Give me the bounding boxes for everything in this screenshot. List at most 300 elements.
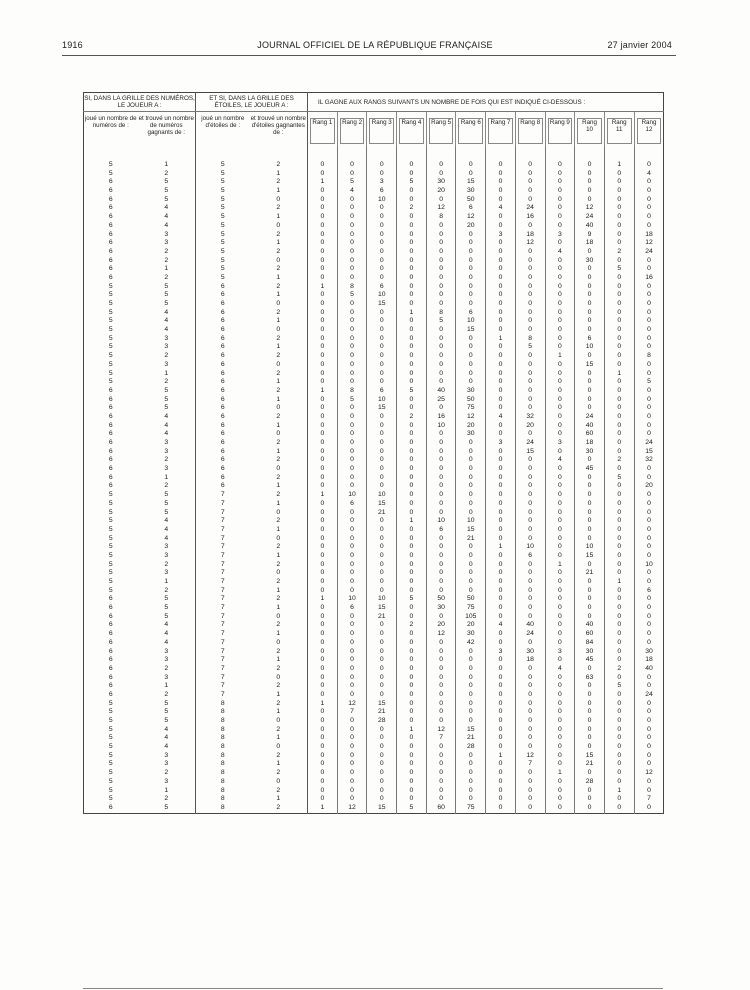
table-cell: 0 [515,274,545,283]
table-cell: 0 [634,222,664,231]
table-cell: 0 [575,474,605,483]
table-cell: 0 [337,370,367,379]
table-cell: 0 [634,804,664,813]
table-cell: 6 [108,187,113,195]
table-cell: 2 [604,665,634,674]
rang-header-9: Rang 9 [545,112,575,148]
table-cell: 0 [486,517,516,526]
table-row [84,257,664,266]
table-cell: 18 [634,231,664,240]
table-cell: 0 [515,535,545,544]
table-cell: 7 [337,708,367,717]
table-cell: 5 [138,187,196,196]
table-cell: 0 [515,404,545,413]
table-cell: 0 [545,222,575,231]
table-cell: 0 [337,482,367,491]
table-cell: 0 [515,222,545,231]
table-cell: 4 [138,413,196,422]
table-cell: 0 [367,326,397,335]
table-cell: 12 [634,239,664,248]
table-cell: 0 [634,283,664,292]
table-cell: 0 [308,665,338,674]
table-cell: 5 [397,387,427,396]
table-cell: 0 [575,700,605,709]
table-cell: 21 [367,509,397,518]
table-cell: 0 [515,708,545,717]
table-cell: 15 [575,361,605,370]
table-cell: 24 [515,630,545,639]
table-cell: 0 [515,743,545,752]
table-cell: 6 [108,690,113,698]
table-cell: 4 [138,726,196,735]
publication-date: 27 janvier 2004 [607,40,672,50]
table-cell: 6 [108,682,113,690]
table-cell: 0 [575,378,605,387]
table-cell: 0 [397,569,427,578]
table-cell: 32 [634,456,664,465]
gains-table [83,92,664,814]
table-cell: 0 [545,708,575,717]
table-cell: 1 [308,595,338,604]
table-cell: 0 [337,760,367,769]
table-cell: 0 [308,187,338,196]
table-cell: 0 [456,231,486,240]
table-cell: 0 [337,648,367,657]
table-cell: 0 [337,630,367,639]
table-cell: 30 [575,648,605,657]
table-cell: 0 [575,787,605,796]
table-cell: 0 [545,147,575,170]
table-row [84,561,664,570]
table-row [84,526,664,535]
table-cell: 15 [456,526,486,535]
table-cell: 5 [108,369,113,377]
table-cell: 4 [138,734,196,743]
table-cell: 0 [426,170,456,179]
table-cell: 0 [397,422,427,431]
table-cell: 0 [575,682,605,691]
table-cell: 15 [367,500,397,509]
table-cell: 0 [456,352,486,361]
table-cell: 0 [545,413,575,422]
table-cell: 0 [308,196,338,205]
table-cell: 1 [486,752,516,761]
table-cell: 0 [604,752,634,761]
table-cell: 2 [250,726,308,735]
table-cell: 0 [486,170,516,179]
table-body [84,147,664,813]
table-cell: 0 [308,717,338,726]
table-cell: 0 [367,760,397,769]
table-cell: 0 [337,691,367,700]
table-cell: 0 [426,343,456,352]
table-cell: 6 [220,343,225,351]
table-cell: 0 [545,569,575,578]
table-cell: 0 [337,674,367,683]
table-cell: 6 [108,221,113,229]
table-cell: 0 [604,213,634,222]
table-row [84,213,664,222]
table-cell: 0 [486,178,516,187]
table-cell: 0 [486,734,516,743]
table-cell: 7 [220,673,225,681]
table-cell: 0 [308,708,338,717]
table-cell: 0 [337,361,367,370]
table-cell: 0 [545,578,575,587]
table-cell: 0 [456,291,486,300]
table-cell: 0 [397,317,427,326]
table-cell: 2 [250,543,308,552]
table-cell: 0 [397,787,427,796]
table-cell: 3 [138,361,196,370]
table-cell: 0 [397,639,427,648]
table-cell: 50 [456,595,486,604]
table-cell: 0 [337,213,367,222]
table-cell: 0 [575,387,605,396]
table-cell: 0 [515,491,545,500]
table-cell: 8 [515,335,545,344]
sub-header-etoiles-jouees: joué un nombre d'étoiles de : [201,115,245,129]
table-cell: 0 [397,795,427,804]
table-cell: 0 [456,691,486,700]
table-cell: 0 [604,769,634,778]
table-cell: 0 [486,787,516,796]
table-cell: 0 [250,509,308,518]
table-cell: 0 [426,509,456,518]
table-cell: 6 [220,352,225,360]
table-cell: 0 [397,552,427,561]
table-cell: 2 [250,517,308,526]
table-cell: 0 [604,526,634,535]
table-cell: 6 [108,412,113,420]
table-cell: 0 [426,239,456,248]
table-cell: 3 [367,178,397,187]
table-cell: 0 [397,708,427,717]
table-cell: 0 [426,700,456,709]
table-cell: 3 [138,239,196,248]
table-cell: 0 [604,630,634,639]
table-cell: 0 [367,517,397,526]
table-cell: 0 [486,613,516,622]
table-cell: 0 [604,535,634,544]
table-cell: 0 [397,648,427,657]
table-cell: 4 [138,621,196,630]
table-cell: 2 [250,309,308,318]
table-cell: 1 [250,526,308,535]
table-cell: 5 [108,760,113,768]
group-header-numeros: SI, DANS LA GRILLE DES NUMÉROS, LE JOUEUR A : [84,93,196,112]
table-cell: 10 [367,396,397,405]
table-cell: 0 [575,456,605,465]
table-cell: 0 [604,500,634,509]
table-cell: 5 [108,717,113,724]
table-cell: 0 [545,535,575,544]
rang-header-10: Rang 10 [575,112,605,148]
table-cell: 6 [575,335,605,344]
table-cell: 0 [337,752,367,761]
table-cell: 0 [397,769,427,778]
table-cell: 0 [426,274,456,283]
table-cell: 2 [250,648,308,657]
table-cell: 0 [634,569,664,578]
table-cell: 0 [575,317,605,326]
table-cell: 0 [604,204,634,213]
table-cell: 2 [250,439,308,448]
table-cell: 5 [108,586,113,594]
table-cell: 18 [515,231,545,240]
table-cell: 15 [515,448,545,457]
table-cell: 1 [250,587,308,596]
table-cell: 0 [337,404,367,413]
table-cell: 5 [138,613,196,622]
table-cell: 0 [575,691,605,700]
table-cell: 1 [250,239,308,248]
table-cell: 0 [337,787,367,796]
table-cell: 0 [367,317,397,326]
table-cell: 1 [397,309,427,318]
table-cell: 3 [138,778,196,787]
table-cell: 0 [515,326,545,335]
table-cell: 6 [108,195,113,203]
table-cell: 0 [486,147,516,170]
table-cell: 0 [634,326,664,335]
table-cell: 0 [308,170,338,179]
table-cell: 0 [545,621,575,630]
table-cell: 0 [515,248,545,257]
table-cell: 0 [426,682,456,691]
table-cell: 0 [426,656,456,665]
table-cell: 0 [367,778,397,787]
table-cell: 5 [108,708,113,716]
table-cell: 0 [397,691,427,700]
table-cell: 10 [634,561,664,570]
table-cell: 0 [456,283,486,292]
table-row [84,187,664,196]
table-cell: 0 [426,613,456,622]
table-cell: 0 [515,170,545,179]
table-row [84,517,664,526]
table-cell: 2 [138,795,196,804]
table-cell: 0 [515,587,545,596]
table-cell: 5 [108,734,113,742]
table-cell: 0 [545,204,575,213]
table-cell: 0 [426,778,456,787]
table-cell: 0 [456,456,486,465]
table-cell: 3 [486,648,516,657]
table-cell: 6 [108,673,113,681]
table-cell: 1 [250,448,308,457]
table-cell: 40 [575,422,605,431]
table-cell: 5 [108,291,113,299]
table-cell: 1 [250,187,308,196]
table-cell: 0 [367,430,397,439]
table-cell: 0 [308,726,338,735]
table-cell: 0 [397,448,427,457]
table-cell: 10 [426,422,456,431]
table-cell: 0 [604,656,634,665]
table-cell: 2 [397,204,427,213]
table-cell: 0 [426,708,456,717]
table-cell: 6 [108,230,113,238]
table-cell: 0 [515,795,545,804]
table-cell: 10 [367,595,397,604]
table-cell: 7 [220,656,225,664]
table-cell: 7 [220,491,225,499]
table-cell: 0 [545,587,575,596]
table-cell: 30 [575,257,605,266]
table-cell: 5 [138,717,196,726]
table-cell: 7 [220,543,225,551]
table-cell: 6 [108,638,113,646]
table-cell: 30 [426,604,456,613]
table-cell: 0 [426,378,456,387]
table-cell: 0 [604,231,634,240]
table-cell: 7 [220,551,225,559]
table-cell: 6 [108,621,113,629]
table-cell: 1 [138,474,196,483]
table-cell: 0 [634,787,664,796]
table-cell: 5 [108,169,113,177]
table-cell: 0 [515,787,545,796]
bottom-rule [83,988,663,989]
table-cell: 4 [634,170,664,179]
table-cell: 0 [337,778,367,787]
table-row [84,317,664,326]
table-cell: 0 [486,760,516,769]
table-cell: 0 [545,422,575,431]
table-cell: 0 [308,543,338,552]
table-cell: 2 [250,370,308,379]
table-cell: 0 [367,639,397,648]
table-cell: 2 [138,248,196,257]
table-header [84,93,664,148]
table-cell: 0 [545,760,575,769]
table-row [84,552,664,561]
table-cell: 0 [575,769,605,778]
table-cell: 0 [634,708,664,717]
table-cell: 0 [634,147,664,170]
table-cell: 0 [515,595,545,604]
table-cell: 0 [634,674,664,683]
table-cell: 0 [486,682,516,691]
table-cell: 0 [250,743,308,752]
table-cell: 30 [456,387,486,396]
table-cell: 0 [337,413,367,422]
table-cell: 0 [515,456,545,465]
table-cell: 6 [220,308,225,316]
table-cell: 25 [426,396,456,405]
table-cell: 0 [308,587,338,596]
table-cell: 6 [108,273,113,281]
table-cell: 0 [604,448,634,457]
table-cell: 0 [515,147,545,170]
table-cell: 21 [575,760,605,769]
table-cell: 0 [575,500,605,509]
table-cell: 0 [456,700,486,709]
table-cell: 0 [367,552,397,561]
table-cell: 1 [308,387,338,396]
table-cell: 0 [545,465,575,474]
table-cell: 5 [108,517,113,525]
table-cell: 10 [426,517,456,526]
table-cell: 0 [397,274,427,283]
table-cell: 1 [545,561,575,570]
table-cell: 7 [220,517,225,525]
table-cell: 3 [138,648,196,657]
table-cell: 1 [250,630,308,639]
table-cell: 0 [604,170,634,179]
table-cell: 0 [367,621,397,630]
table-cell: 7 [220,534,225,542]
table-cell: 7 [220,647,225,655]
table-cell: 0 [337,509,367,518]
table-cell: 1 [138,265,196,274]
table-cell: 2 [250,147,308,170]
table-cell: 0 [486,535,516,544]
table-cell: 1 [604,578,634,587]
table-cell: 0 [367,769,397,778]
table-cell: 0 [515,257,545,266]
table-cell: 0 [367,204,397,213]
table-cell: 0 [397,465,427,474]
table-row [84,500,664,509]
table-cell: 0 [515,700,545,709]
table-cell: 0 [426,578,456,587]
table-cell: 5 [220,204,225,212]
table-cell: 0 [456,778,486,787]
table-cell: 0 [545,656,575,665]
table-cell: 0 [426,691,456,700]
table-cell: 0 [604,604,634,613]
table-cell: 0 [426,665,456,674]
table-cell: 0 [397,604,427,613]
table-cell: 0 [397,674,427,683]
table-cell: 0 [397,734,427,743]
table-cell: 5 [138,291,196,300]
table-cell: 2 [250,752,308,761]
table-cell: 0 [308,517,338,526]
table-cell: 0 [308,335,338,344]
table-cell: 5 [108,300,113,307]
table-cell: 5 [108,534,113,542]
table-cell: 1 [308,804,338,813]
table-cell: 0 [308,343,338,352]
table-cell: 0 [634,743,664,752]
table-cell: 0 [545,682,575,691]
table-cell: 0 [486,674,516,683]
table-cell: 0 [604,309,634,318]
table-row [84,621,664,630]
table-cell: 1 [604,787,634,796]
table-row [84,196,664,205]
table-cell: 0 [397,248,427,257]
table-cell: 0 [337,448,367,457]
table-cell: 0 [486,213,516,222]
table-cell: 5 [108,699,113,707]
table-cell: 0 [604,778,634,787]
table-cell: 7 [220,499,225,507]
group-header-rangs: IL GAGNE AUX RANGS SUIVANTS UN NOMBRE DE FOIS QUI EST INDIQUÉ CI-DESSOUS : [308,93,664,112]
table-cell: 0 [604,178,634,187]
table-cell: 12 [456,213,486,222]
table-cell: 0 [456,448,486,457]
table-cell: 0 [486,656,516,665]
table-cell: 0 [397,578,427,587]
table-cell: 0 [308,265,338,274]
table-cell: 6 [220,334,225,342]
table-row [84,387,664,396]
table-cell: 0 [545,309,575,318]
